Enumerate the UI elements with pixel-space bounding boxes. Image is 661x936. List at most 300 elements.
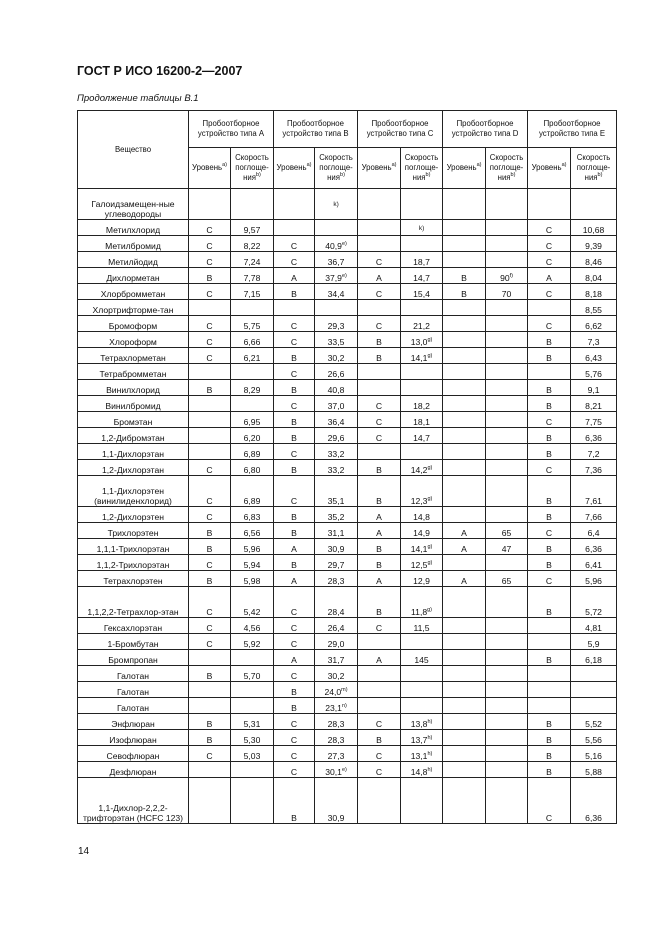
level-a: С — [189, 460, 231, 476]
level-a: В — [189, 539, 231, 555]
level-e: С — [528, 252, 571, 268]
table-row — [78, 778, 617, 824]
rate-a: 6,80 — [231, 460, 274, 476]
substance-name: 1,1-Дихлор-2,2,2-трифторэтан (HCFC 123) — [78, 778, 189, 824]
level-b: С — [274, 236, 315, 252]
rate-d — [486, 618, 528, 634]
table-row — [78, 571, 617, 587]
table-row — [78, 284, 617, 300]
level-b: В — [274, 460, 315, 476]
substance-name: Гексахлорэтан — [78, 618, 189, 634]
rate-b: 33,2 — [315, 460, 358, 476]
level-a — [189, 364, 231, 380]
level-c: В — [358, 460, 401, 476]
level-e — [528, 189, 571, 220]
rate-d — [486, 236, 528, 252]
footnote-mark: e) — [341, 767, 347, 773]
rate-c: 14,8$^{h)}$ — [401, 762, 443, 778]
level-c — [358, 682, 401, 698]
footnote-mark: h) — [427, 719, 433, 725]
level-b: С — [274, 332, 315, 348]
level-c: С — [358, 284, 401, 300]
rate-a — [231, 396, 274, 412]
level-e: С — [528, 412, 571, 428]
rate-c: 11,5 — [401, 618, 443, 634]
level-d — [443, 778, 486, 824]
rate-c: 14,1$^{g)}$ — [401, 539, 443, 555]
level-a — [189, 412, 231, 428]
level-d — [443, 555, 486, 571]
level-d — [443, 220, 486, 236]
header-sampler-e: Пробоотборное устройство типа Е — [528, 111, 617, 148]
footnote-mark: g) — [427, 544, 433, 550]
rate-a: 8,29 — [231, 380, 274, 396]
substance-name: Бромпропан — [78, 650, 189, 666]
rate-d — [486, 476, 528, 507]
rate-b: 35,1 — [315, 476, 358, 507]
rate-a: 5,96 — [231, 539, 274, 555]
table-row — [78, 587, 617, 618]
level-d: В — [443, 284, 486, 300]
level-e: В — [528, 746, 571, 762]
rate-c — [401, 380, 443, 396]
level-c: С — [358, 428, 401, 444]
rate-b: 29,7 — [315, 555, 358, 571]
level-a — [189, 682, 231, 698]
rate-b: 29,3 — [315, 316, 358, 332]
rate-a — [231, 300, 274, 316]
level-c: С — [358, 396, 401, 412]
level-b: В — [274, 682, 315, 698]
level-b: В — [274, 428, 315, 444]
rate-d — [486, 189, 528, 220]
level-c — [358, 220, 401, 236]
substance-name: 1,1,2-Трихлорэтан — [78, 555, 189, 571]
subheader-level-e: Уровень$^{a)}$ — [528, 148, 571, 189]
rate-c: 14,2$^{g)}$ — [401, 460, 443, 476]
level-b: А — [274, 268, 315, 284]
level-c: С — [358, 714, 401, 730]
level-c: В — [358, 332, 401, 348]
level-b — [274, 220, 315, 236]
level-a: В — [189, 730, 231, 746]
rate-c — [401, 698, 443, 714]
rate-c: 12,3$^{g)}$ — [401, 476, 443, 507]
table-row — [78, 714, 617, 730]
level-d — [443, 236, 486, 252]
footnote-mark: g) — [427, 353, 433, 359]
level-b — [274, 189, 315, 220]
level-d — [443, 666, 486, 682]
level-a — [189, 428, 231, 444]
document-title: ГОСТ Р ИСО 16200-2—2007 — [77, 64, 243, 78]
substance-name: Хлорбромметан — [78, 284, 189, 300]
substance-name: Трихлорэтен — [78, 523, 189, 539]
rate-e: 6,36 — [571, 428, 617, 444]
table-caption: Продолжение таблицы В.1 — [77, 93, 199, 104]
rate-c: 18,1 — [401, 412, 443, 428]
level-b: С — [274, 476, 315, 507]
rate-c — [401, 236, 443, 252]
level-c — [358, 380, 401, 396]
substance-name: 1,1-Дихлорэтен (винилиденхлорид) — [78, 476, 189, 507]
rate-b: 30,9 — [315, 778, 358, 824]
table-row — [78, 189, 617, 220]
rate-a: 8,22 — [231, 236, 274, 252]
substance-name: Метилбромид — [78, 236, 189, 252]
level-d — [443, 364, 486, 380]
level-c: С — [358, 746, 401, 762]
level-c: С — [358, 618, 401, 634]
level-d — [443, 300, 486, 316]
rate-a: 7,78 — [231, 268, 274, 284]
substance-name: Тетрахлорметан — [78, 348, 189, 364]
rate-b: 31,1 — [315, 523, 358, 539]
rate-c — [401, 220, 443, 236]
footnote-mark: n) — [341, 703, 347, 709]
level-e — [528, 618, 571, 634]
footnote-mark: e) — [341, 273, 347, 279]
header-sampler-a: Пробоотборное устройство типа А — [189, 111, 274, 148]
level-d — [443, 698, 486, 714]
footnote-mark: h) — [427, 767, 433, 773]
rate-d — [486, 762, 528, 778]
rate-d — [486, 698, 528, 714]
rate-d — [486, 555, 528, 571]
level-b: В — [274, 555, 315, 571]
rate-e: 6,43 — [571, 348, 617, 364]
table-row — [78, 252, 617, 268]
level-b: С — [274, 364, 315, 380]
footnote-mark: g) — [427, 607, 433, 613]
table-row — [78, 682, 617, 698]
rate-e: 9,39 — [571, 236, 617, 252]
level-a: С — [189, 332, 231, 348]
rate-e: 7,2 — [571, 444, 617, 460]
rate-c: 21,2 — [401, 316, 443, 332]
level-e: С — [528, 571, 571, 587]
level-a: С — [189, 316, 231, 332]
footnote-mark: b) — [340, 172, 345, 178]
table-row — [78, 444, 617, 460]
footnote-mark: m) — [341, 687, 348, 693]
rate-a: 5,92 — [231, 634, 274, 650]
rate-a — [231, 778, 274, 824]
substance-name: Бромоформ — [78, 316, 189, 332]
rate-b: 36,7 — [315, 252, 358, 268]
level-d — [443, 618, 486, 634]
rate-e: 7,66 — [571, 507, 617, 523]
rate-a: 5,03 — [231, 746, 274, 762]
level-c — [358, 698, 401, 714]
level-d — [443, 412, 486, 428]
level-a — [189, 698, 231, 714]
rate-d — [486, 220, 528, 236]
rate-a: 9,57 — [231, 220, 274, 236]
subheader-rate-e: Скорость поглоще-ния$^{b)}$ — [571, 148, 617, 189]
table-row — [78, 507, 617, 523]
table-row — [78, 412, 617, 428]
substance-name: 1,1,1-Трихлорэтан — [78, 539, 189, 555]
header-sampler-c: Пробоотборное устройство типа С — [358, 111, 443, 148]
level-c: С — [358, 762, 401, 778]
level-a: С — [189, 587, 231, 618]
rate-d — [486, 348, 528, 364]
rate-b: 29,0 — [315, 634, 358, 650]
rate-c: 14,7 — [401, 428, 443, 444]
level-b: В — [274, 507, 315, 523]
rate-a — [231, 682, 274, 698]
rate-d — [486, 746, 528, 762]
level-d: А — [443, 523, 486, 539]
rate-d — [486, 634, 528, 650]
rate-e: 6,36 — [571, 778, 617, 824]
substance-name: Дихлорметан — [78, 268, 189, 284]
substance-name: Бромэтан — [78, 412, 189, 428]
level-a: В — [189, 571, 231, 587]
level-b: В — [274, 698, 315, 714]
rate-a: 6,95 — [231, 412, 274, 428]
table-row — [78, 300, 617, 316]
level-e: С — [528, 316, 571, 332]
level-d — [443, 252, 486, 268]
rate-c: 14,1$^{g)}$ — [401, 348, 443, 364]
footnote-mark: a) — [561, 162, 567, 168]
level-e — [528, 666, 571, 682]
level-e: В — [528, 539, 571, 555]
table-row — [78, 634, 617, 650]
substance-name: Галотан — [78, 666, 189, 682]
level-e: В — [528, 555, 571, 571]
rate-c: 11,8$^{g)}$ — [401, 587, 443, 618]
rate-b: 35,2 — [315, 507, 358, 523]
rate-c: 14,9 — [401, 523, 443, 539]
rate-d: 70 — [486, 284, 528, 300]
level-a: С — [189, 634, 231, 650]
rate-a: 5,94 — [231, 555, 274, 571]
level-a — [189, 444, 231, 460]
rate-b: 30,1$^{e)}$ — [315, 762, 358, 778]
level-a: В — [189, 268, 231, 284]
rate-b: 33,2 — [315, 444, 358, 460]
rate-c — [401, 364, 443, 380]
level-c: В — [358, 555, 401, 571]
level-e: В — [528, 730, 571, 746]
level-a: С — [189, 476, 231, 507]
subheader-rate-a: Скорость поглоще-ния$^{b)}$ — [231, 148, 274, 189]
rate-e: 6,36 — [571, 539, 617, 555]
table-row — [78, 460, 617, 476]
rate-d — [486, 412, 528, 428]
level-b: В — [274, 380, 315, 396]
rate-c — [401, 682, 443, 698]
level-e — [528, 364, 571, 380]
header-sampler-b: Пробоотборное устройство типа В — [274, 111, 358, 148]
table-row — [78, 539, 617, 555]
rate-c: 14,8 — [401, 507, 443, 523]
subheader-level-b: Уровень$^{a)}$ — [274, 148, 315, 189]
level-e: В — [528, 444, 571, 460]
rate-d — [486, 332, 528, 348]
rate-e: 7,75 — [571, 412, 617, 428]
rate-d — [486, 714, 528, 730]
rate-e: 5,76 — [571, 364, 617, 380]
level-b: В — [274, 412, 315, 428]
rate-b: 28,3 — [315, 730, 358, 746]
level-b: С — [274, 618, 315, 634]
rate-b: 30,2 — [315, 666, 358, 682]
rate-d — [486, 428, 528, 444]
level-c: В — [358, 730, 401, 746]
footnote-note: k) — [418, 224, 425, 232]
rate-c — [401, 666, 443, 682]
level-d — [443, 380, 486, 396]
level-d — [443, 476, 486, 507]
footnote-mark: b) — [256, 172, 261, 178]
level-c — [358, 364, 401, 380]
rate-e — [571, 189, 617, 220]
footnote-mark: b) — [425, 172, 431, 178]
rate-a: 7,24 — [231, 252, 274, 268]
level-c: С — [358, 252, 401, 268]
table-row — [78, 396, 617, 412]
level-d — [443, 762, 486, 778]
rate-b: 30,2 — [315, 348, 358, 364]
level-c — [358, 444, 401, 460]
rate-c: 13,1$^{h)}$ — [401, 746, 443, 762]
rate-b: 26,6 — [315, 364, 358, 380]
level-a: С — [189, 284, 231, 300]
substance-name: 1,1,2,2-Тетрахлор-этан — [78, 587, 189, 618]
footnote-mark: h) — [427, 735, 433, 741]
substance-name: Изофлюран — [78, 730, 189, 746]
level-c: А — [358, 268, 401, 284]
rate-b: 23,1$^{n)}$ — [315, 698, 358, 714]
level-d — [443, 189, 486, 220]
table-row — [78, 618, 617, 634]
rate-d — [486, 507, 528, 523]
footnote-mark: b) — [510, 172, 516, 178]
level-c: В — [358, 348, 401, 364]
rate-e: 5,56 — [571, 730, 617, 746]
rate-e: 5,52 — [571, 714, 617, 730]
subheader-rate-b: Скорость поглоще-ния$^{b)}$ — [315, 148, 358, 189]
level-e: В — [528, 762, 571, 778]
rate-a: 6,83 — [231, 507, 274, 523]
rate-b: 34,4 — [315, 284, 358, 300]
level-d — [443, 682, 486, 698]
level-b: С — [274, 396, 315, 412]
level-d — [443, 460, 486, 476]
absorption-rate-table — [77, 110, 617, 824]
rate-c: 12,9 — [401, 571, 443, 587]
subheader-rate-c: Скорость поглоще-ния$^{b)}$ — [401, 148, 443, 189]
footnote-mark: a) — [306, 162, 312, 168]
rate-e: 8,21 — [571, 396, 617, 412]
rate-e: 8,18 — [571, 284, 617, 300]
subheader-level-d: Уровень$^{a)}$ — [443, 148, 486, 189]
level-d: А — [443, 539, 486, 555]
level-d: А — [443, 571, 486, 587]
rate-c: 12,5$^{g)}$ — [401, 555, 443, 571]
level-d: В — [443, 268, 486, 284]
rate-b: 37,0 — [315, 396, 358, 412]
substance-name: Севофлюран — [78, 746, 189, 762]
level-d — [443, 396, 486, 412]
level-c: В — [358, 539, 401, 555]
level-b — [274, 300, 315, 316]
level-e: В — [528, 476, 571, 507]
rate-c: 145 — [401, 650, 443, 666]
rate-a: 6,21 — [231, 348, 274, 364]
level-e — [528, 634, 571, 650]
level-d — [443, 332, 486, 348]
level-a: С — [189, 252, 231, 268]
subheader-level-a: Уровень$^{a)}$ — [189, 148, 231, 189]
rate-a — [231, 762, 274, 778]
level-a — [189, 396, 231, 412]
level-a: В — [189, 380, 231, 396]
rate-c — [401, 300, 443, 316]
footnote-mark: a) — [391, 162, 397, 168]
substance-name: Тетрабромметан — [78, 364, 189, 380]
rate-d — [486, 364, 528, 380]
rate-a: 6,89 — [231, 476, 274, 507]
footnote-mark: b) — [597, 172, 603, 178]
substance-name: 1,2-Дихлорэтан — [78, 460, 189, 476]
substance-name: Галоидзамещен-ные углеводороды — [78, 189, 189, 220]
rate-c — [401, 444, 443, 460]
rate-b: 29,6 — [315, 428, 358, 444]
level-c: А — [358, 507, 401, 523]
level-c: А — [358, 571, 401, 587]
table-row — [78, 332, 617, 348]
footnote-mark: g) — [427, 337, 433, 343]
rate-e: 5,96 — [571, 571, 617, 587]
rate-e: 9,1 — [571, 380, 617, 396]
rate-c — [401, 189, 443, 220]
footnote-mark: g) — [427, 560, 433, 566]
substance-name: Метилйодид — [78, 252, 189, 268]
rate-b: 24,0$^{m)}$ — [315, 682, 358, 698]
substance-name: Тетрахлорэтен — [78, 571, 189, 587]
rate-e: 10,68 — [571, 220, 617, 236]
substance-name: 1,2-Дибромэтан — [78, 428, 189, 444]
level-d — [443, 587, 486, 618]
rate-a — [231, 650, 274, 666]
rate-b: 28,4 — [315, 587, 358, 618]
level-e — [528, 698, 571, 714]
level-c — [358, 666, 401, 682]
level-b: С — [274, 252, 315, 268]
table-row — [78, 268, 617, 284]
level-e: С — [528, 236, 571, 252]
header-substance: Вещество — [78, 111, 189, 189]
table-row — [78, 220, 617, 236]
rate-e — [571, 698, 617, 714]
rate-b: 40,8 — [315, 380, 358, 396]
rate-d — [486, 380, 528, 396]
rate-d — [486, 682, 528, 698]
table-row — [78, 476, 617, 507]
table-row — [78, 666, 617, 682]
level-d — [443, 634, 486, 650]
table-row — [78, 555, 617, 571]
table-row — [78, 730, 617, 746]
rate-b — [315, 300, 358, 316]
substance-name: 1,1-Дихлорэтан — [78, 444, 189, 460]
rate-b: 27,3 — [315, 746, 358, 762]
